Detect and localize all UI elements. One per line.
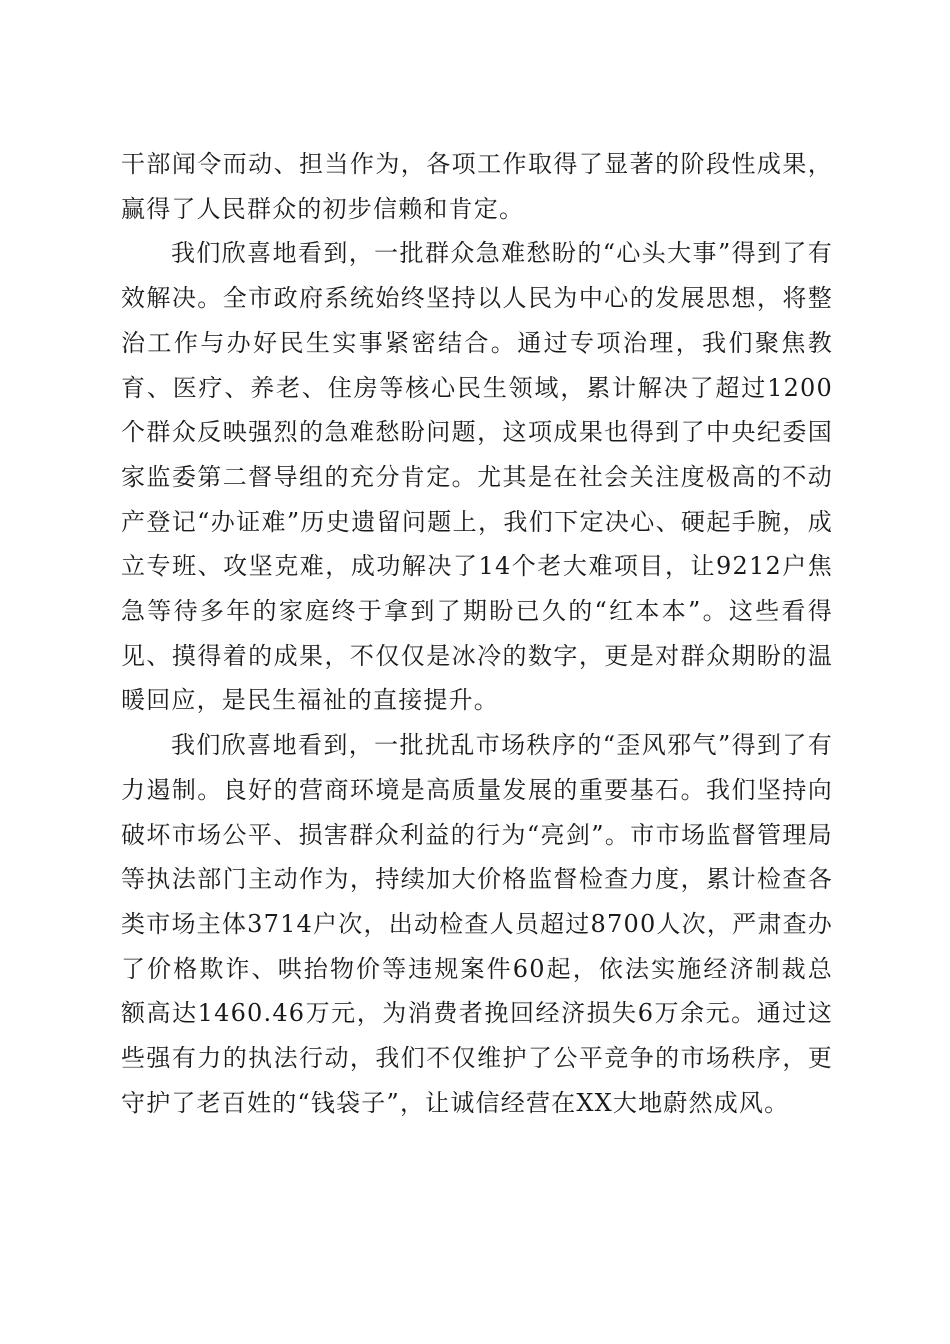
paragraph-livelihood: 我们欣喜地看到，一批群众急难愁盼的“心头大事”得到了有效解决。全市政府系统始终坚持以人民为中心的发展思想，将整治工作与办好民生实事紧密结合。通过专项治理，我们聚焦教育、医疗、养老、住房等核心民生领域，累计解决了超过1200个群众反映强烈的急难愁盼问题，这项成果也得到了中央纪委国家监委第二督导组的充分肯定。尤其是在社会关注度极高的不动产登记“办证难”历史遗留问题上，我们下定决心、硬起手腕，成立专班、攻坚克难，成功解决了14个老大难项目，让9212户焦急等待多年的家庭终于拿到了期盼已久的“红本本”。这些看得见、摸得着的成果，不仅仅是冰冷的数字，更是对群众期盼的温暖回应，是民生福祉的直接提升。: [121, 239, 833, 715]
paragraph-continuation: 干部闻令而动、担当作为，各项工作取得了显著的阶段性成果，赢得了人民群众的初步信赖和肯定。: [121, 150, 833, 223]
paragraph-market-order: 我们欣喜地看到，一批扰乱市场秩序的“歪风邪气”得到了有力遏制。良好的营商环境是高质量发展的重要基石。我们坚持向破坏市场公平、损害群众利益的行为“亮剑”。市市场监督管理局等执法部门主动作为，持续加大价格监督检查力度，累计检查各类市场主体3714户次，出动检查人员超过8700人次，严肃查办了价格欺诈、哄抬物价等违规案件60起，依法实施经济制裁总额高达1460.46万元，为消费者挽回经济损失6万余元。通过这些强有力的执法行动，我们不仅维护了公平竞争的市场秩序，更守护了老百姓的“钱袋子”，让诚信经营在XX大地蔚然成风。: [121, 731, 833, 1117]
document-body: [121, 142, 833, 1125]
